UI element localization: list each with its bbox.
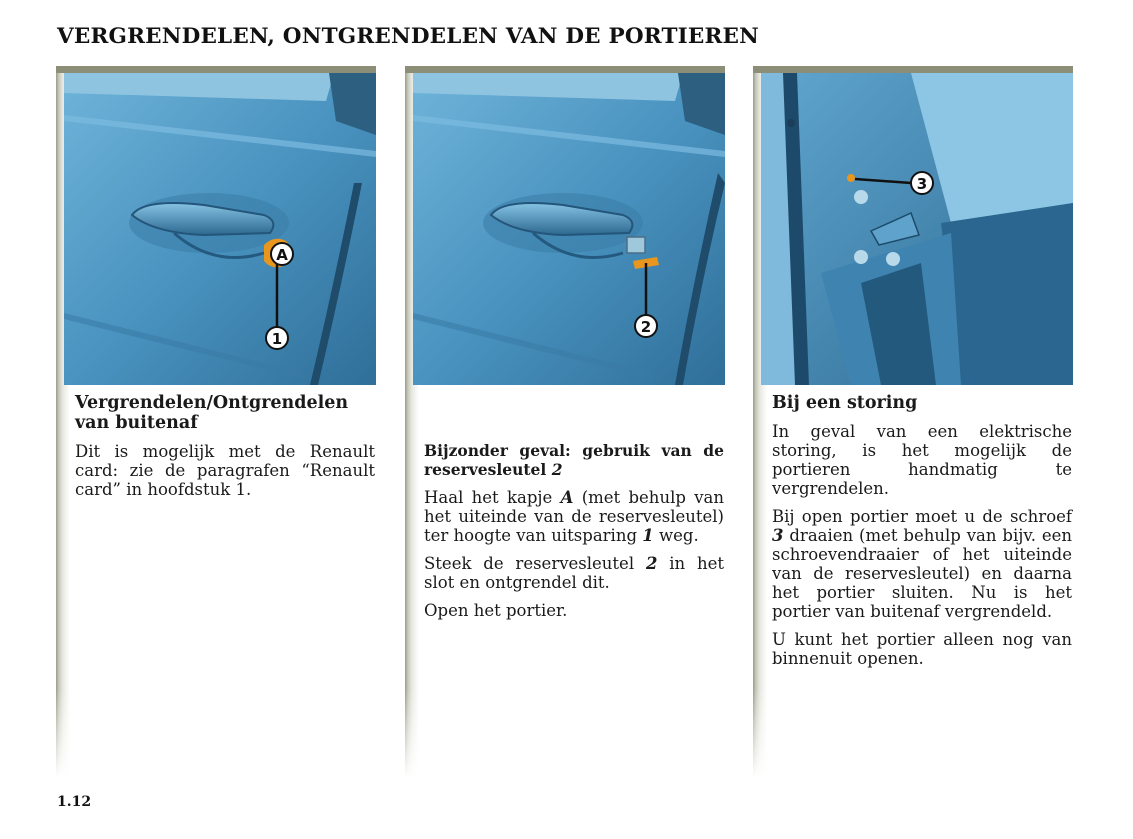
column-top-bar [56, 66, 376, 73]
paragraph: Dit is mogelijk met de Renault card: zie de paragrafen “Renault card” in hoofdstuk 1. [75, 442, 375, 499]
door-edge-screw-photo [761, 73, 1073, 385]
callout-label-3: 3 [916, 175, 928, 193]
column-fade [753, 688, 1073, 778]
subheading-text: Bijzonder geval: gebruik van de reservesleutel [424, 441, 724, 479]
paragraph: Open het portier. [424, 601, 568, 620]
ref-number-3: 3 [772, 526, 784, 545]
section-subheading [424, 441, 724, 479]
page-title: VERGRENDELEN, ONTGRENDELEN VAN DE PORTIEREN [57, 24, 759, 49]
page-number: 1.12 [57, 794, 92, 810]
column-top-bar [405, 66, 725, 73]
column-exterior-locking [56, 66, 376, 778]
column-fade [405, 688, 725, 778]
column-1-text [75, 393, 375, 508]
paragraph: Haal het kapje A (met behulp van het uiteinde van de reservesleutel) ter hoogte van uitsparing 1 weg. [424, 488, 724, 545]
callout-label-a: A [276, 246, 288, 264]
door-handle-photo [64, 73, 376, 385]
callout-label-1: 1 [271, 330, 283, 348]
column-2-text [424, 441, 724, 629]
ref-letter-a: A [560, 488, 574, 507]
ref-number-2: 2 [551, 460, 563, 479]
column-fade [56, 688, 376, 778]
callout-label-2: 2 [640, 318, 652, 336]
column-3-text [772, 393, 1072, 677]
ref-number-1: 1 [642, 526, 654, 545]
paragraph: U kunt het portier alleen nog van binnenuit openen. [772, 630, 1072, 668]
paragraph: In geval van een elektrische storing, is het mogelijk de portieren handmatig te vergrendelen. [772, 422, 1072, 498]
section-heading: Bij een storing [772, 393, 918, 413]
paragraph: Steek de reservesleutel 2 in het slot en ontgrendel dit. [424, 554, 724, 592]
column-spare-key [405, 66, 725, 778]
ref-number-2: 2 [645, 554, 658, 573]
column-malfunction [753, 66, 1073, 778]
column-top-bar [753, 66, 1073, 73]
paragraph: Bij open portier moet u de schroef 3 draaien (met behulp van bijv. een schroevendraaier of het uiteinde van de reservesleutel) en daarna het portier sluiten. Nu is het portier van buitenaf vergrendeld. [772, 507, 1072, 621]
section-heading: Vergrendelen/Ontgrendelen van buitenaf [75, 393, 349, 433]
spare-key-photo [413, 73, 725, 385]
